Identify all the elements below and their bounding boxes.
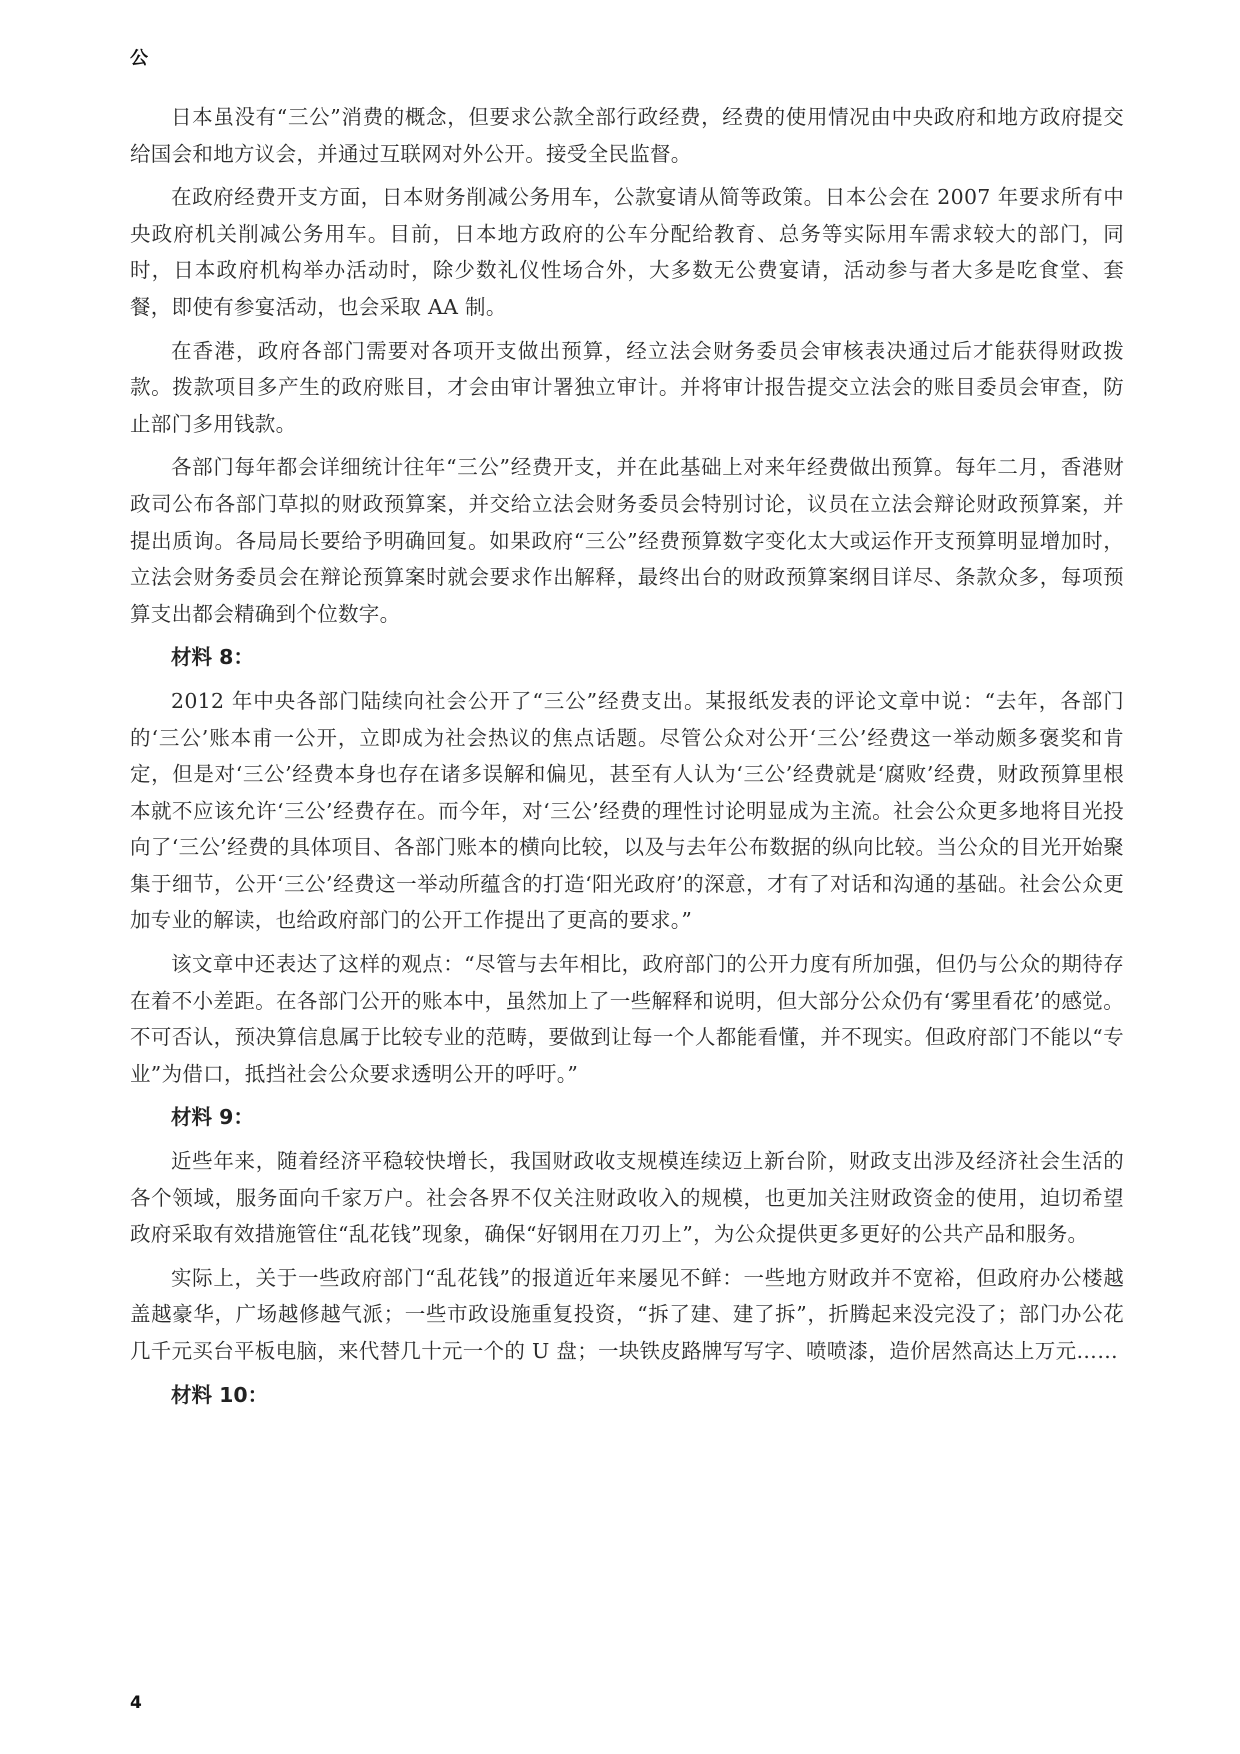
paragraph-fiscal-growth: 近些年来，随着经济平稳较快增长，我国财政收支规模连续迈上新台阶，财政支出涉及经济社会生活的各个领域，服务面向千家万户。社会各界不仅关注财政收入的规模，也更加关注财政资金的使用，迫切希望政府采取有效措施管住“乱花钱”现象，确保“好钢用在刀刃上”，为公众提供更多更好的公共产品和服务。 bbox=[130, 1149, 1124, 1247]
section-heading-material-8: 材料 8： bbox=[171, 645, 254, 670]
running-header: 公 bbox=[130, 48, 148, 69]
paragraph-2012-disclosure: 2012 年中央各部门陆续向社会公开了“三公”经费支出。某报纸发表的评论文章中说：“去年，各部门的‘三公’账本甫一公开，立即成为社会热议的焦点话题。尽管公众对公开‘三公’经费这一举动颇多褒奖和肯定，但是对‘三公’经费本身也存在诸多误解和偏见，甚至有人认为‘三公’经费就是‘腐败’经费，财政预算里根本就不应该允许‘三公’经费存在。而今年，对‘三公’经费的理性讨论明显成为主流。社会公众更多地将目光投向了‘三公’经费的具体项目、各部门账本的横向比较，以及与去年公布数据的纵向比较。当公众的目光开始聚集于细节，公开‘三公’经费这一举动所蕴含的打造‘阳光政府’的深意，才有了对话和沟通的基础。社会公众更加专业的解读，也给政府部门的公开工作提出了更高的要求。” bbox=[130, 688, 1124, 933]
document-body bbox=[130, 99, 1124, 1420]
paragraph-hongkong-annual: 各部门每年都会详细统计往年“三公”经费开支，并在此基础上对来年经费做出预算。每年二月，香港财政司公布各部门草拟的财政预算案，并交给立法会财务委员会特别讨论，议员在立法会辩论财政预算案，并提出质询。各局局长要给予明确回复。如果政府“三公”经费预算数字变化太大或运作开支预算明显增加时，立法会财务委员会在辩论预算案时就会要求作出解释，最终出台的财政预算案纲目详尽、条款众多，每项预算支出都会精确到个位数字。 bbox=[130, 455, 1124, 626]
page-number: 4 bbox=[130, 1693, 142, 1713]
section-heading-material-10: 材料 10： bbox=[171, 1382, 269, 1407]
paragraph-article-view: 该文章中还表达了这样的观点：“尽管与去年相比，政府部门的公开力度有所加强，但仍与公众的期待存在着不小差距。在各部门公开的账本中，虽然加上了一些解释和说明，但大部分公众仍有‘雾里看花’的感觉。不可否认，预决算信息属于比较专业的范畴，要做到让每一个人都能看懂，并不现实。但政府部门不能以“专业”为借口，抵挡社会公众要求透明公开的呼吁。” bbox=[130, 952, 1124, 1086]
paragraph-wasteful-spending: 实际上，关于一些政府部门“乱花钱”的报道近年来屡见不鲜：一些地方财政并不宽裕，但政府办公楼越盖越豪华，广场越修越气派；一些市政设施重复投资，“拆了建、建了拆”，折腾起来没完没了；部门办公花几千元买台平板电脑，来代替几十元一个的 U 盘；一块铁皮路牌写写字、喷喷漆，造价居然高达上万元…… bbox=[130, 1265, 1124, 1363]
paragraph-japan-spending: 在政府经费开支方面，日本财务削减公务用车，公款宴请从简等政策。日本公会在 2007 年要求所有中央政府机关削减公务用车。目前，日本地方政府的公车分配给教育、总务等实际用车需求较大的部门，同时，日本政府机构举办活动时，除少数礼仪性场合外，大多数无公费宴请，活动参与者大多是吃食堂、套餐，即使有参宴活动，也会采取 AA 制。 bbox=[130, 185, 1124, 319]
section-heading-material-9: 材料 9： bbox=[171, 1105, 254, 1130]
paragraph-japan-disclosure: 日本虽没有“三公”消费的概念，但要求公款全部行政经费，经费的使用情况由中央政府和地方政府提交给国会和地方议会，并通过互联网对外公开。接受全民监督。 bbox=[130, 105, 1124, 166]
paragraph-hongkong-budget: 在香港，政府各部门需要对各项开支做出预算，经立法会财务委员会审核表决通过后才能获得财政拨款。拨款项目多产生的政府账目，才会由审计署独立审计。并将审计报告提交立法会的账目委员会审查，防止部门多用钱款。 bbox=[130, 338, 1124, 436]
